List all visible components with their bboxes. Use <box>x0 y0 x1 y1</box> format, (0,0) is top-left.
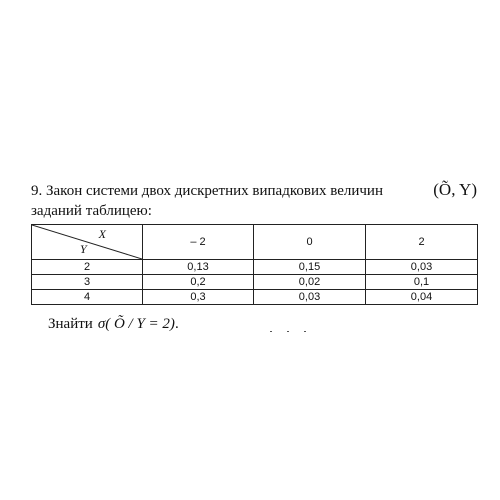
conditional-expression: ( Õ / Y = 2) <box>105 316 175 332</box>
x-value-header: 0 <box>254 225 366 260</box>
x-value-header: – 2 <box>143 225 254 260</box>
probability-cell: 0,2 <box>143 275 254 290</box>
joint-distribution-table <box>31 224 478 305</box>
probability-cell: 0,13 <box>143 260 254 275</box>
probability-cell: 0,1 <box>366 275 478 290</box>
probability-cell: 0,3 <box>143 290 254 305</box>
problem-statement <box>31 181 477 220</box>
y-value-cell: 3 <box>32 275 143 290</box>
task-word: Знайти <box>48 316 93 332</box>
problem-intro-text: 9. Закон системи двох дискретних випадкових величин <box>31 183 383 199</box>
y-axis-label: Y <box>80 242 87 256</box>
random-vector-notation: (Õ, Y) <box>433 180 477 199</box>
problem-line-2: заданий таблицею: <box>31 203 152 219</box>
table-row <box>32 290 478 305</box>
task-period: . <box>174 316 179 332</box>
y-value-cell: 2 <box>32 260 143 275</box>
table-corner-cell <box>32 225 143 260</box>
x-axis-label: X <box>98 227 106 241</box>
y-value-cell: 4 <box>32 290 143 305</box>
table-row <box>32 275 478 290</box>
probability-cell: 0,04 <box>366 290 478 305</box>
table-header-row <box>32 225 478 260</box>
probability-cell: 0,15 <box>254 260 366 275</box>
probability-cell: 0,03 <box>366 260 478 275</box>
probability-cell: 0,03 <box>254 290 366 305</box>
table-row <box>32 260 478 275</box>
sigma-symbol: σ <box>97 316 106 332</box>
problem-line-1 <box>31 181 477 200</box>
task-statement <box>48 316 179 333</box>
diagonal-divider <box>32 225 142 259</box>
x-value-header: 2 <box>366 225 478 260</box>
probability-cell: 0,02 <box>254 275 366 290</box>
scan-artifact <box>270 331 306 333</box>
